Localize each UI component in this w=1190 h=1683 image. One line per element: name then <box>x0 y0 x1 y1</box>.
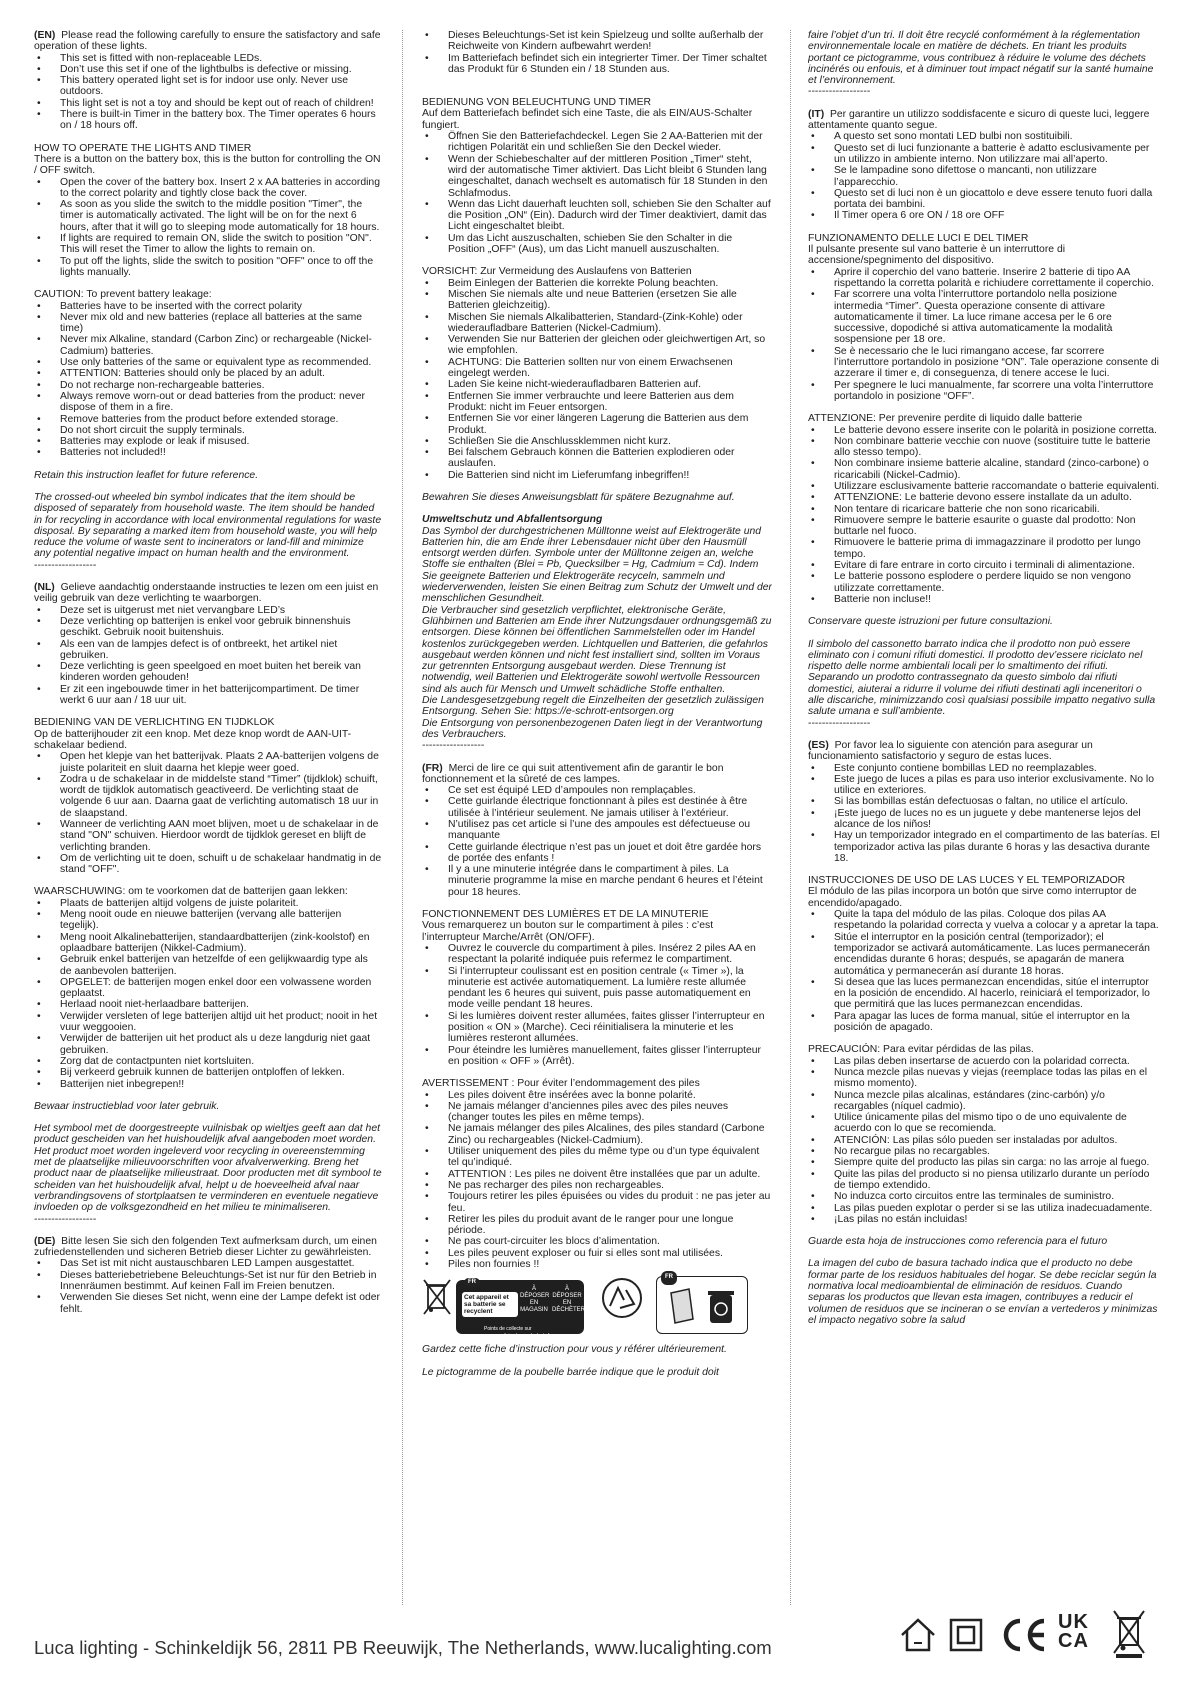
list-item: • Utilice únicamente pilas del mismo tipo o de uno equivalente de acuerdo con lo que se recomienda. <box>808 1112 1160 1135</box>
triman-url: Points de collecte sur www.quefairedemesdechets.fr <box>484 1326 551 1340</box>
list-item: • This set is fitted with non-replaceable LEDs. <box>34 53 382 64</box>
es-caution-heading: PRECAUCIÓN: Para evitar pérdidas de las pilas. <box>808 1044 1034 1056</box>
company-address: Luca lighting - Schinkeldijk 56, 2811 PB Reeuwijk, The Netherlands, www.lucalighting.com <box>34 1637 772 1658</box>
de-caution-heading: VORSICHT: Zur Vermeidung des Auslaufens von Batterien <box>422 266 692 278</box>
de-safety-list-cont <box>422 30 772 75</box>
lang-tag-fr: (FR) <box>422 762 443 774</box>
de-retain: Bewahren Sie dieses Anweisungsblatt für spätere Bezugnahme auf. <box>422 491 735 503</box>
list-item: • As soon as you slide the switch to the middle position "Timer", the timer is automatically activated. The light will be on for the next 6 hours, after that it will go to sleeping mode automatically for 18 hours. <box>34 199 382 233</box>
list-item: • Les piles peuvent exploser ou fuir si elles sont mal utilisées. <box>422 1248 772 1259</box>
list-item: • Quite la tapa del módulo de las pilas. Coloque dos pilas AA respetando la polaridad correcta y vuelva a colocar y a apretar la tapa. <box>808 909 1160 932</box>
list-item: • Retirer les piles du produit avant de le ranger pour une longue période. <box>422 1214 772 1237</box>
triman-dump-label: À DÉPOSER EN DÉCHÈTERIE <box>552 1286 591 1314</box>
it-howto-heading: FUNZIONAMENTO DELLE LUCI E DEL TIMER <box>808 232 1029 244</box>
list-item: • Cette guirlande électrique fonctionnant à piles est destinée à être utilisée à l’intérieur seulement. Ne jamais utiliser à l’extérieur. <box>422 796 772 819</box>
es-howto-list <box>808 909 1160 1033</box>
list-item: • ¡Este juego de luces no es un juguete y debe mantenerse lejos del alcance de los niños! <box>808 808 1160 831</box>
list-item: • Cette guirlande électrique n’est pas un jouet et doit être gardée hors de portée des enfants ! <box>422 842 772 865</box>
list-item: • Open het klepje van het batterijvak. Plaats 2 AA-batterijen volgens de juiste polariteit en sluit daarna het klepje weer goed. <box>34 751 382 774</box>
list-item: • Rimuovere sempre le batterie esaurite o guaste dal prodotto: Non buttarle nel fuoco. <box>808 515 1160 538</box>
de-intro <box>34 1236 382 1259</box>
fr-caution-heading: AVERTISSEMENT : Pour éviter l’endommagement des piles <box>422 1078 700 1090</box>
list-item: • Bei falschem Gebrauch können die Batterien explodieren oder auslaufen. <box>422 447 772 470</box>
it-bin-text: Il simbolo del cassonetto barrato indica che il prodotto non può essere eliminato con i comuni rifiuti domestici. Il prodotto dev’essere riciclato nel rispetto delle norme ambientali locali per lo smaltimento dei rifiuti. Separando un prodotto contrassegnato da questo simbolo dai rifiuti domestici, aiuterai a ridurre il volume dei rifiuti destinati agli inceneritori o alle discariche, minimizzando così qualsiasi possibile impatto negativo sulla salute umana e sull’ambiente. <box>808 638 1156 718</box>
de-env-heading: Umweltschutz und Abfallentsorgung <box>422 514 603 526</box>
list-item: • Remove batteries from the product before extended storage. <box>34 414 382 425</box>
list-item: • Batterie non incluse!! <box>808 594 1160 605</box>
list-item: • ATTENTION: Batteries should only be placed by an adult. <box>34 368 382 379</box>
fr-badge: FR <box>464 1278 480 1287</box>
list-item: • Zorg dat de contactpunten niet kortsluiten. <box>34 1056 382 1067</box>
separator: ------------------ <box>34 559 97 571</box>
fr-safety-list <box>422 785 772 898</box>
separator: ------------------ <box>808 717 871 729</box>
triman-store-label: À DÉPOSER EN MAGASIN <box>520 1286 550 1314</box>
list-item: • Rimuovere le batterie prima di immagazzinare il prodotto per lungo tempo. <box>808 537 1160 560</box>
list-item: • Always remove worn-out or dead batteries from the product: never dispose of them in a fire. <box>34 391 382 414</box>
list-item: • Als een van de lampjes defect is of ontbreekt, het artikel niet gebruiken. <box>34 639 382 662</box>
recycling-bin-icon <box>705 1287 737 1327</box>
list-item: • Si las bombillas están defectuosas o faltan, no utilice el artículo. <box>808 796 1160 807</box>
list-item: • Im Batteriefach befindet sich ein integrierter Timer. Der Timer schaltet das Produkt für 6 Stunden ein / 18 Stunden aus. <box>422 53 772 76</box>
weee-crossed-bin-icon <box>1112 1607 1146 1659</box>
en-retain: Retain this instruction leaflet for future reference. <box>34 469 259 481</box>
list-item: • Ne pas recharger des piles non rechargeables. <box>422 1180 772 1191</box>
fr-intro-text: Merci de lire ce qui suit attentivement afin de garantir le bon fonctionnement et la sûreté de ces lampes. <box>422 762 724 785</box>
it-safety-list <box>808 131 1160 221</box>
list-item: • Mischen Sie niemals alte und neue Batterien (ersetzen Sie alle Batterien gleichzeitig). <box>422 289 772 312</box>
list-item: • Ce set est équipé LED d’ampoules non remplaçables. <box>422 785 772 796</box>
list-item: • Sitúe el interruptor en la posición central (temporizador); el temporizador se activará automáticamente. Las luces permanecerán encendidas durante 6 horas; después, se apagarán de manera automática y permanecerán así durante 18 horas. <box>808 932 1160 977</box>
separator: ------------------ <box>34 1213 97 1225</box>
list-item: • Aprire il coperchio del vano batterie. Inserire 2 batterie di tipo AA rispettando la corretta polarità e richiudere correttamente il coperchio. <box>808 267 1160 290</box>
lang-tag-de: (DE) <box>34 1235 56 1247</box>
en-safety-list <box>34 53 382 132</box>
de-caution-list <box>422 278 772 481</box>
it-caution-heading: ATTENZIONE: Per prevenire perdite di liquido dalle batterie <box>808 413 1083 425</box>
list-item: • Las pilas deben insertarse de acuerdo con la polaridad correcta. <box>808 1056 1160 1067</box>
list-item: • Evitare di fare entrare in corto circuito i terminali di alimentazione. <box>808 560 1160 571</box>
list-item: • Hay un temporizador integrado en el compartimento de las baterías. El temporizador activa las pilas durante 6 horas y las desactiva durante 18. <box>808 830 1160 864</box>
list-item: • Use only batteries of the same or equivalent type as recommended. <box>34 357 382 368</box>
list-item: • Um das Licht auszuschalten, schieben Sie den Schalter in die Position „OFF“ (Aus), um das Licht manuell auszuschalten. <box>422 233 772 256</box>
list-item: • Plaats de batterijen altijd volgens de juiste polariteit. <box>34 898 382 909</box>
fr-howto-heading: FONCTIONNEMENT DES LUMIÈRES ET DE LA MINUTERIE <box>422 909 709 921</box>
fr-sort-guide-box <box>656 1276 748 1334</box>
en-caution-list <box>34 301 382 459</box>
list-item: • This battery operated light set is for indoor use only. Never use outdoors. <box>34 75 382 98</box>
list-item: • Pour éteindre les lumières manuellement, faites glisser l’interrupteur en position « OFF » (Arrêt). <box>422 1045 772 1068</box>
list-item: • Para apagar las luces de forma manual, sitúe el interruptor en la posición de apagado. <box>808 1011 1160 1034</box>
list-item: • Non combinare insieme batterie alcaline, standard (zinco-carbone) o ricaricabili (Nickel-Cadmio). <box>808 458 1160 481</box>
list-item: • Dieses Beleuchtungs-Set ist kein Spielzeug und sollte außerhalb der Reichweite von Kindern aufbewahrt werden! <box>422 30 772 53</box>
separator: ------------------ <box>422 740 485 752</box>
nl-intro <box>34 582 382 605</box>
it-howto-list <box>808 267 1160 403</box>
paper-pack-icon <box>667 1287 697 1327</box>
list-item: • Verwijder versleten of lege batterijen altijd uit het product; nooit in het vuur weggooien. <box>34 1011 382 1034</box>
list-item: • Öffnen Sie den Batteriefachdeckel. Legen Sie 2 AA-Batterien mit der richtigen Polarität ein und schließen Sie den Deckel wieder. <box>422 131 772 154</box>
list-item: • Wanneer de verlichting AAN moet blijven, moet u de schakelaar in de stand "ON" schuiven. Hierdoor wordt de tijdklok gereset en blijft de verlichting branden. <box>34 819 382 853</box>
list-item: • Ouvrez le couvercle du compartiment à piles. Insérez 2 piles AA en respectant la polarité indiquée puis refermez le compartiment. <box>422 943 772 966</box>
list-item: • Questo set di luci funzionante a batterie è adatto esclusivamente per un utilizzo in ambiente interno. Non utilizzare mai all’aperto. <box>808 143 1160 166</box>
de-howto-list <box>422 131 772 255</box>
list-item: • Piles non fournies !! <box>422 1259 772 1270</box>
list-item: • Batteries have to be inserted with the correct polarity <box>34 301 382 312</box>
list-item: • Do not recharge non-rechargeable batteries. <box>34 380 382 391</box>
list-item: • Das Set ist mit nicht austauschbaren LED Lampen ausgestattet. <box>34 1258 382 1269</box>
triman-icon <box>600 1276 644 1320</box>
list-item: • Om de verlichting uit te doen, schuift u de schakelaar handmatig in de stand "OFF". <box>34 853 382 876</box>
column-1 <box>34 30 382 1605</box>
nl-bin-text: Het symbool met de doorgestreepte vuilnisbak op wieltjes geeft aan dat het product gescheiden van het huishoudelijk afval aangeboden moet worden. Het product moet worden ingeleverd voor recycling in overeenstemming met de plaatselijke milieuvoorschriften voor afvalverwerking. Breng het product naar de plaatselijke milieustraat. Door producten met dit symbool te scheiden van het huishoudelijk afval, helpt u de hoeveelheid afval naar verbrandingsovens of stortplaatsen te verminderen en eventuele negatieve invloeden op de volksgezondheid en het milieu te minimaliseren. <box>34 1123 382 1214</box>
list-item: • If lights are required to remain ON, slide the switch to position "ON". This will reset the Timer to allow the lights to remain on. <box>34 233 382 256</box>
es-intro-text: Por favor lea lo siguiente con atención para asegurar un funcionamiento satisfactorio y seguro de estas luces. <box>808 739 1093 763</box>
list-item: • Utiliser uniquement des piles du même type ou d’un type équivalent tel qu’indiqué. <box>422 1146 772 1169</box>
list-item: • ATENCIÓN: Las pilas sólo pueden ser instaladas por adultos. <box>808 1135 1160 1146</box>
list-item: • Batteries may explode or leak if misused. <box>34 436 382 447</box>
list-item: • Deze set is uitgerust met niet vervangbare LED’s <box>34 605 382 616</box>
list-item: • Quite las pilas del producto si no piensa utilizarlo durante un período de tiempo extendido. <box>808 1169 1160 1192</box>
nl-howto-list <box>34 751 382 875</box>
list-item: • Les piles doivent être insérées avec la bonne polarité. <box>422 1090 772 1101</box>
column-3 <box>808 30 1160 1605</box>
class-ii-double-square-icon <box>948 1615 984 1655</box>
nl-howto-text: Op de batterijhouder zit een knop. Met deze knop wordt de AAN-UIT-schakelaar bediend. <box>34 728 352 751</box>
triman-info-box <box>456 1279 591 1340</box>
list-item: • N’utilisez pas cet article si l’une des ampoules est défectueuse ou manquante <box>422 819 772 842</box>
list-item: • ACHTUNG: Die Batterien sollten nur von einem Erwachsenen eingelegt werden. <box>422 357 772 380</box>
column-divider <box>402 30 403 1605</box>
en-howto-list <box>34 177 382 279</box>
list-item: • Er zit een ingebouwde timer in het batterijcompartiment. De timer werkt 6 uur aan / 18 uur uit. <box>34 684 382 707</box>
list-item: • Las pilas pueden explotar o perder si se las utiliza inadecuadamente. <box>808 1203 1160 1214</box>
fr-bin-text-cont: faire l’objet d’un tri. Il doit être recyclé conformément à la réglementation environnementale locale en matière de déchets. En triant les produits portant ce pictogramme, vous contribuez à réduire le volume des déchets incinérés ou enfouis, et à diminuer tout impact négatif sur la santé humaine et l’environnement. <box>808 30 1154 87</box>
nl-howto-heading: BEDIENING VAN DE VERLICHTING EN TIJDKLOK <box>34 717 275 729</box>
list-item: • Herlaad nooit niet-herlaadbare batterijen. <box>34 999 382 1010</box>
es-safety-list <box>808 763 1160 865</box>
list-item: • Le batterie possono esplodere o perdere liquido se non vengono utilizzate correttamente. <box>808 571 1160 594</box>
list-item: • Zodra u de schakelaar in de middelste stand “Timer” (tijdklok) schuift, wordt de tijdklok automatisch geactiveerd. De verlichting staat de volgende 6 uur aan. Daarna gaat de verlichting automatisch 18 uur in de slaapstand. <box>34 774 382 819</box>
list-item: • Entfernen Sie vor einer längeren Lagerung die Batterien aus dem Produkt. <box>422 413 772 436</box>
de-env-text-4: Die Entsorgung von personenbezogenen Daten liegt in der Verantwortung des Verbrauchers. <box>422 717 763 740</box>
fr-recycling-logos <box>422 1276 772 1340</box>
de-howto-heading: BEDIENUNG VON BELEUCHTUNG UND TIMER <box>422 97 652 109</box>
list-item: • There is built-in Timer in the battery box. The Timer operates 6 hours on / 18 hours off. <box>34 109 382 132</box>
ukca-mark-icon: UK CA <box>1058 1611 1089 1652</box>
de-env-text: Das Symbol der durchgestrichenen Mülltonne weist auf Elektrogeräte und Batterien hin, die am Ende ihrer Lebensdauer nicht über den Hausmüll entsorgt werden dürfen. Symbole unter der Mülltonne zeigen an, welche Stoffe sie enthalten (Blei = Pb, Quecksilber = Hg, Cadmium = Cd). Indem Sie geeignete Batterien und Elektrogeräte recyceln, sammeln und wiederverwenden, leisten Sie einen Beitrag zum Schutz der Umwelt und der menschlichen Gesundheit. <box>422 525 772 605</box>
list-item: • Bij verkeerd gebruik kunnen de batterijen ontploffen of lekken. <box>34 1067 382 1078</box>
list-item: • Si l’interrupteur coulissant est en position centrale (« Timer »), la minuterie est activée automatiquement. La lumière reste allumée pendant les 6 heures qui suivent, puis passe automatiquement en mode veille pendant 18 heures. <box>422 966 772 1011</box>
list-item: • Deze verlichting is geen speelgoed en moet buiten het bereik van kinderen worden gehouden! <box>34 661 382 684</box>
list-item: • Si desea que las luces permanezcan encendidas, sitúe el interruptor en la posición de encendido. Al hacerlo, reiniciará el temporizador, lo que permitirá que las luces permanezcan encendidas. <box>808 977 1160 1011</box>
es-caution-list <box>808 1056 1160 1225</box>
list-item: • Le batterie devono essere inserite con le polarità in posizione corretta. <box>808 425 1160 436</box>
list-item: • Ne jamais mélanger d’anciennes piles avec des piles neuves (changer toutes les piles en même temps). <box>422 1101 772 1124</box>
it-caution-list <box>808 425 1160 606</box>
column-2 <box>422 30 772 1605</box>
nl-caution-heading: WAARSCHUWING: om te voorkomen dat de batterijen gaan lekken: <box>34 886 348 898</box>
list-item: • Este conjunto contiene bombillas LED no reemplazables. <box>808 763 1160 774</box>
list-item: • Wenn das Licht dauerhaft leuchten soll, schieben Sie den Schalter auf die Position „ON“ (Ein). Dadurch wird der Timer deaktiviert, damit das Licht eingeschaltet bleibt. <box>422 199 772 233</box>
list-item: • Ne jamais mélanger des piles Alcalines, des piles standard (Carbone Zinc) ou rechargeables (Nickel-Cadmium). <box>422 1123 772 1146</box>
list-item: • Dieses batteriebetriebene Beleuchtungs-Set ist nur für den Betrieb in Innenräumen bestimmt. Auf keinen Fall im Freien benutzen. <box>34 1270 382 1293</box>
list-item: • Never mix old and new batteries (replace all batteries at the same time) <box>34 312 382 335</box>
list-item: • Ne pas court-circuiter les blocs d’alimentation. <box>422 1236 772 1247</box>
list-item: • Batteries not included!! <box>34 447 382 458</box>
list-item: • Wenn der Schiebeschalter auf der mittleren Position „Timer“ steht, wird der automatische Timer aktiviert. Das Licht bleibt 6 Stunden lang eingeschaltet, danach wechselt es automatisch für 18 Stunden in den Schlafmodus. <box>422 154 772 199</box>
en-caution-heading: CAUTION: To prevent battery leakage: <box>34 289 212 301</box>
list-item: • Entfernen Sie immer verbrauchte und leere Batterien aus dem Produkt: nicht im Feuer entsorgen. <box>422 391 772 414</box>
it-intro <box>808 109 1160 132</box>
fr-retain: Gardez cette fiche d’instruction pour vous y référer ultérieurement. <box>422 1344 727 1356</box>
list-item: • No recargue pilas no recargables. <box>808 1146 1160 1157</box>
list-item: • Utilizzare esclusivamente batterie raccomandate o batterie equivalenti. <box>808 481 1160 492</box>
fr-howto-text: Vous remarquerez un bouton sur le compartiment à piles : c’est l’interrupteur Marche/Arrêt (ON/OFF). <box>422 920 714 943</box>
list-item: • Never mix Alkaline, standard (Carbon Zinc) or rechargeable (Nickel-Cadmium) batteries. <box>34 334 382 357</box>
en-intro-text: Please read the following carefully to ensure the satisfactory and safe operation of these lights. <box>34 30 381 53</box>
list-item: • Gebruik enkel batterijen van hetzelfde of een gelijkwaardig type als de aanbevolen batterijen. <box>34 954 382 977</box>
es-howto-heading: INSTRUCCIONES DE USO DE LAS LUCES Y EL TEMPORIZADOR <box>808 875 1126 887</box>
list-item: • Meng nooit Alkalinebatterijen, standaardbatterijen (zink-koolstof) en oplaadbare batterijen (Nikkel-Cadmium). <box>34 932 382 955</box>
nl-intro-text: Gelieve aandachtig onderstaande instructies te lezen om een juist en veilig gebruik van deze verlichting te waarborgen. <box>34 582 379 605</box>
list-item: • Verwenden Sie dieses Set nicht, wenn eine der Lampe defekt ist oder fehlt. <box>34 1292 382 1315</box>
list-item: • Non combinare batterie vecchie con nuove (sostituire tutte le batterie allo stesso tempo). <box>808 436 1160 459</box>
list-item: • Siempre quite del producto las pilas sin carga: no las arroje al fuego. <box>808 1157 1160 1168</box>
list-item: • Open the cover of the battery box. Insert 2 x AA batteries in according to the correct polarity and tightly close back the cover. <box>34 177 382 200</box>
it-howto-text: Il pulsante presente sul vano batterie è un interruttore di accensione/spegnimento del dispositivo. <box>808 244 1066 267</box>
en-howto-heading: HOW TO OPERATE THE LIGHTS AND TIMER <box>34 142 252 154</box>
nl-caution-list <box>34 898 382 1090</box>
list-item: • Batterijen niet inbegrepen!! <box>34 1079 382 1090</box>
list-item: • Toujours retirer les piles épuisées ou vides du produit : ne pas jeter au feu. <box>422 1191 772 1214</box>
fr-howto-list <box>422 943 772 1067</box>
triman-box-text: Cet appareil et sa batterie se recyclent <box>462 1292 518 1317</box>
list-item: • Il Timer opera 6 ore ON / 18 ore OFF <box>808 210 1160 221</box>
list-item: • Laden Sie keine nicht-wiederaufladbaren Batterien auf. <box>422 379 772 390</box>
list-item: • Se è necessario che le luci rimangano accese, far scorrere l’interruttore portandolo in posizione “ON”. Tale operazione consente di azzerare il timer e, di conseguenza, di tenere accese le luci. <box>808 346 1160 380</box>
it-intro-text: Per garantire un utilizzo soddisfacente e sicuro di queste luci, leggere attentamente quanto segue. <box>808 108 1150 132</box>
list-item: • Mischen Sie niemals Alkalibatterien, Standard-(Zink-Kohle) oder wiederaufladbare Batterien (Nickel-Cadmium). <box>422 312 772 335</box>
fr-intro <box>422 763 772 786</box>
list-item: • Se le lampadine sono difettose o mancanti, non utilizzare l’apparecchio. <box>808 165 1160 188</box>
ce-mark-icon <box>998 1615 1050 1655</box>
es-retain: Guarde esta hoja de instrucciones como referencia para el futuro <box>808 1236 1108 1248</box>
list-item: • Verwenden Sie nur Batterien der gleichen oder gleichwertigen Art, so wie empfohlen. <box>422 334 772 357</box>
list-item: • ¡Las pilas no están incluidas! <box>808 1214 1160 1225</box>
list-item: • To put off the lights, slide the switch to position "OFF" once to off the lights manually. <box>34 256 382 279</box>
fr-badge: FR <box>661 1271 677 1284</box>
list-item: • Nunca mezcle pilas alcalinas, estándares (zinc-carbón) y/o recargables (níquel cadmio). <box>808 1090 1160 1113</box>
es-bin-text: La imagen del cubo de basura tachado indica que el producto no debe formar parte de los residuos habituales del hogar. Se debe reciclar según la normativa local medioambiental de eliminación de residuos. Cuando separas los productos que llevan esta imagen, contribuyes a reducir el volumen de residuos que se incineran o se envían a vertederos y minimizas el impacto negativo sobre la salud <box>808 1258 1158 1326</box>
list-item: • Beim Einlegen der Batterien die korrekte Polung beachten. <box>422 278 772 289</box>
lang-tag-nl: (NL) <box>34 582 55 594</box>
en-intro <box>34 30 382 53</box>
list-item: • ATTENTION : Les piles ne doivent être installées que par un adulte. <box>422 1169 772 1180</box>
fr-bin-text: Le pictogramme de la poubelle barrée indique que le produit doit <box>422 1366 719 1378</box>
list-item: • Si les lumières doivent rester allumées, faites glisser l’interrupteur en position « ON » (Marche). Ceci réinitialisera la minuterie et les lumières resteront allumées. <box>422 1011 772 1045</box>
list-item: • Deze verlichting op batterijen is enkel voor gebruik binnenshuis geschikt. Gebruik nooit buitenshuis. <box>34 616 382 639</box>
weee-crossed-bin-icon <box>422 1276 452 1316</box>
lang-tag-it: (IT) <box>808 108 825 120</box>
separator: ------------------ <box>808 86 871 98</box>
list-item: • No induzca corto circuitos entre las terminales de suministro. <box>808 1191 1160 1202</box>
list-item: • ATTENZIONE: Le batterie devono essere installate da un adulto. <box>808 492 1160 503</box>
list-item: • A questo set sono montati LED bulbi non sostituibili. <box>808 131 1160 142</box>
nl-retain: Bewaar instructieblad voor later gebruik. <box>34 1100 220 1112</box>
de-intro-text: Bitte lesen Sie sich den folgenden Text aufmerksam durch, um einen zufriedenstellenden und sicheren Betrieb dieser Lichter zu gewährleisten. <box>34 1235 377 1259</box>
list-item: • Non tentare di ricaricare batterie che non sono ricaricabili. <box>808 504 1160 515</box>
lang-tag-en: (EN) <box>34 30 56 41</box>
list-item: • Per spegnere le luci manualmente, far scorrere una volta l’interruttore portandolo in posizione “OFF”. <box>808 380 1160 403</box>
list-item: • Schließen Sie die Anschlussklemmen nicht kurz. <box>422 436 772 447</box>
list-item: • Verwijder de batterijen uit het product als u deze langdurig niet gaat gebruiken. <box>34 1033 382 1056</box>
list-item: • Meng nooit oude en nieuwe batterijen (vervang alle batterijen tegelijk). <box>34 909 382 932</box>
list-item: • OPGELET: de batterijen mogen enkel door een volwassene worden geplaatst. <box>34 977 382 1000</box>
de-safety-list <box>34 1258 382 1314</box>
it-retain: Conservare queste istruzioni per future consultazioni. <box>808 616 1053 628</box>
list-item: • Este juego de luces a pilas es para uso interior exclusivamente. No lo utilice en exteriores. <box>808 774 1160 797</box>
list-item: • Questo set di luci non è un giocattolo e deve essere tenuto fuori dalla portata dei bambini. <box>808 188 1160 211</box>
de-env-text-3: Die Landesgesetzgebung regelt die Einzelheiten der gesetzlich zulässigen Entsorgung. Sehen Sie: https://e-schrott-entsorgen.org <box>422 695 764 718</box>
en-bin-text: The crossed-out wheeled bin symbol indicates that the item should be disposed of separately from household waste. The item should be handed in for recycling in accordance with local environmental regulations for waste disposal. By separating a marked item from household waste, you will help reduce the volume of waste sent to incinerators or land-fill and minimize any potential negative impact on human health and the environment. <box>34 491 382 560</box>
list-item: • Do not short circuit the supply terminals. <box>34 425 382 436</box>
column-divider <box>790 30 791 1605</box>
lang-tag-es: (ES) <box>808 739 829 751</box>
de-env-text-2: Die Verbraucher sind gesetzlich verpflichtet, elektronische Geräte, Glühbirnen und Batterien am Ende ihrer Nutzungsdauer ordnungsgemäß zu entsorgen. Diese können bei öffentlichen Sammelstellen oder im Handel kostenlos zurückgegeben werden. Lichtquellen und Batterien, die gefahrlos ausgebaut werden können und nicht fest installiert sind, sollten im Voraus zur getrennten Entsorgung ausgebaut werden. Diese Trennung ist notwendig, weil Batterien und Elektrogeräte sowohl wertvolle Ressourcen sind als auch für Mensch und Umwelt schädliche Stoffe enthalten. <box>422 604 772 695</box>
list-item: • This light set is not a toy and should be kept out of reach of children! <box>34 98 382 109</box>
de-howto-text: Auf dem Batteriefach befindet sich eine Taste, die als EIN/AUS-Schalter fungiert. <box>422 108 753 131</box>
list-item: • Die Batterien sind nicht im Lieferumfang inbegriffen!! <box>422 470 772 481</box>
nl-safety-list <box>34 605 382 707</box>
list-item: • Il y a une minuterie intégrée dans le compartiment à piles. La minuterie programme la mise en marche pendant 6 heures et l’éteint pour 18 heures. <box>422 864 772 898</box>
indoor-house-icon <box>898 1615 938 1655</box>
list-item: • Far scorrere una volta l’interruttore portandolo nella posizione intermedia “Timer”. Questa operazione consente di attivare automaticamente il timer. La luce rimane accesa per le 6 ore successive, dopodiché si attiva automaticamente la modalità sospensione per 18 ore. <box>808 289 1160 345</box>
en-howto-text: There is a button on the battery box, this is the button for controlling the ON / OFF switch. <box>34 153 381 177</box>
fr-caution-list <box>422 1090 772 1271</box>
es-howto-text: El módulo de las pilas incorpora un botón que sirve como interruptor de encendido/apagado. <box>808 886 1137 909</box>
list-item: • Don’t use this set if one of the lightbulbs is defective or missing. <box>34 64 382 75</box>
list-item: • Nunca mezcle pilas nuevas y viejas (reemplace todas las pilas en el mismo momento). <box>808 1067 1160 1090</box>
es-intro <box>808 740 1160 763</box>
